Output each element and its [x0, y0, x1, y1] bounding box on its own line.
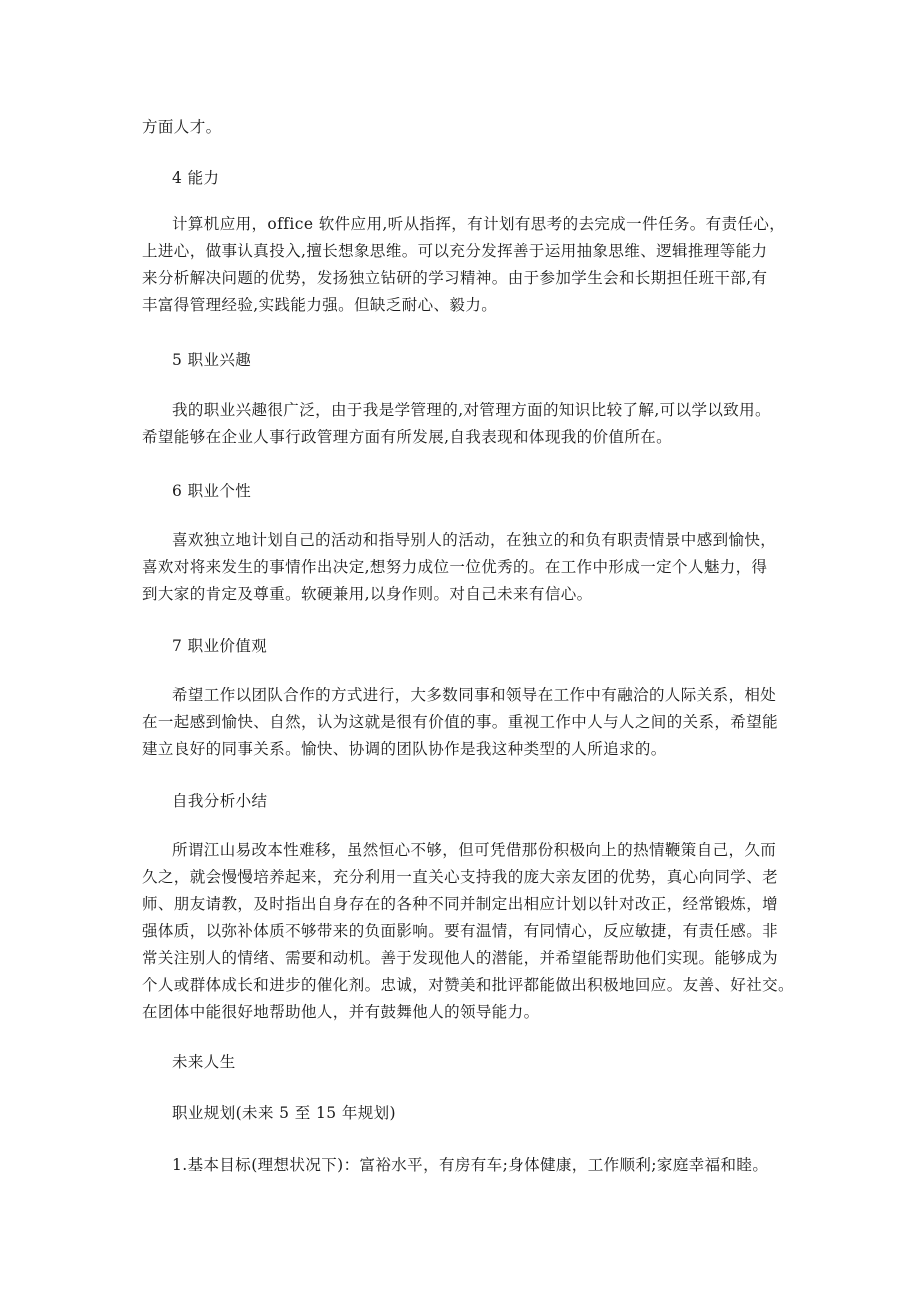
paragraph-summary	[142, 837, 794, 1026]
text-line: 1.基本目标(理想状况下)：富裕水平，有房有车;身体健康，工作顺利;家庭幸福和睦。	[172, 1156, 769, 1174]
paragraph-line: 常关注别人的情绪、需要和动机。善于发现他人的潜能，并希望能帮助他们实现。能够成为	[142, 949, 779, 967]
paragraph-line: 喜欢对将来发生的事情作出决定,想努力成位一位优秀的。在工作中形成一定个人魅力，得	[142, 558, 768, 576]
paragraph-line: 希望工作以团队合作的方式进行，大多数同事和领导在工作中有融洽的人际关系，相处	[172, 686, 777, 704]
paragraph-line: 我的职业兴趣很广泛，由于我是学管理的,对管理方面的知识比较了解,可以学以致用。	[172, 401, 771, 419]
paragraph-line: 强体质，以弥补体质不够带来的负面影响。要有温情，有同情心，反应敏捷，有责任感。非	[142, 922, 779, 940]
paragraph-line: 在团体中能很好地帮助他人，并有鼓舞他人的领导能力。	[142, 1003, 540, 1021]
paragraph-line: 到大家的肯定及尊重。软硬兼用,以身作则。对自己未来有信心。	[142, 585, 593, 603]
paragraph-values	[142, 682, 782, 763]
paragraph-line: 久之，就会慢慢培养起来，充分利用一直关心支持我的庞大亲友团的优势，真心向同学、老	[142, 868, 779, 886]
paragraph-line: 丰富得管理经验,实践能力强。但缺乏耐心、毅力。	[142, 296, 498, 314]
section-heading: 职业规划(未来 5 至 15 年规划)	[172, 1104, 396, 1122]
section-heading: 未来人生	[172, 1053, 236, 1071]
paragraph-line: 在一起感到愉快、自然，认为这就是很有价值的事。重视工作中人与人之间的关系，希望能	[142, 713, 779, 731]
paragraph-line: 来分析解决问题的优势，发扬独立钻研的学习精神。由于参加学生会和长期担任班干部,有	[142, 269, 768, 287]
section-heading: 自我分析小结	[172, 792, 268, 810]
paragraph-line: 所谓江山易改本性难移，虽然恒心不够，但可凭借那份积极向上的热情鞭策自己，久而	[172, 841, 777, 859]
paragraph-personality	[142, 527, 782, 608]
paragraph-line: 师、朋友请教，及时指出自身存在的各种不同并制定出相应计划以针对改正，经常锻炼，增	[142, 895, 779, 913]
section-heading: 7 职业价值观	[172, 637, 268, 655]
paragraph-line: 希望能够在企业人事行政管理方面有所发展,自我表现和体现我的价值所在。	[142, 428, 673, 446]
section-heading: 5 职业兴趣	[172, 351, 252, 369]
text-line: 方面人才。	[142, 118, 222, 136]
paragraph-interest	[142, 397, 782, 451]
paragraph-line: 建立良好的同事关系。愉快、协调的团队协作是我这种类型的人所追求的。	[142, 740, 667, 758]
section-heading: 6 职业个性	[172, 482, 252, 500]
section-heading: 4 能力	[172, 169, 220, 187]
paragraph-line: 上进心，做事认真投入,擅长想象思维。可以充分发挥善于运用抽象思维、逻辑推理等能力	[142, 242, 768, 260]
paragraph-line: 个人或群体成长和进步的催化剂。忠诚，对赞美和批评都能做出积极地回应。友善、好社交。	[142, 976, 794, 994]
paragraph-line: 喜欢独立地计划自己的活动和指导别人的活动，在独立的和负有职责情景中感到愉快，	[172, 531, 777, 549]
paragraph-line: 计算机应用，office 软件应用,听从指挥，有计划有思考的去完成一件任务。有责任心，	[172, 215, 786, 233]
paragraph-ability	[142, 211, 786, 319]
